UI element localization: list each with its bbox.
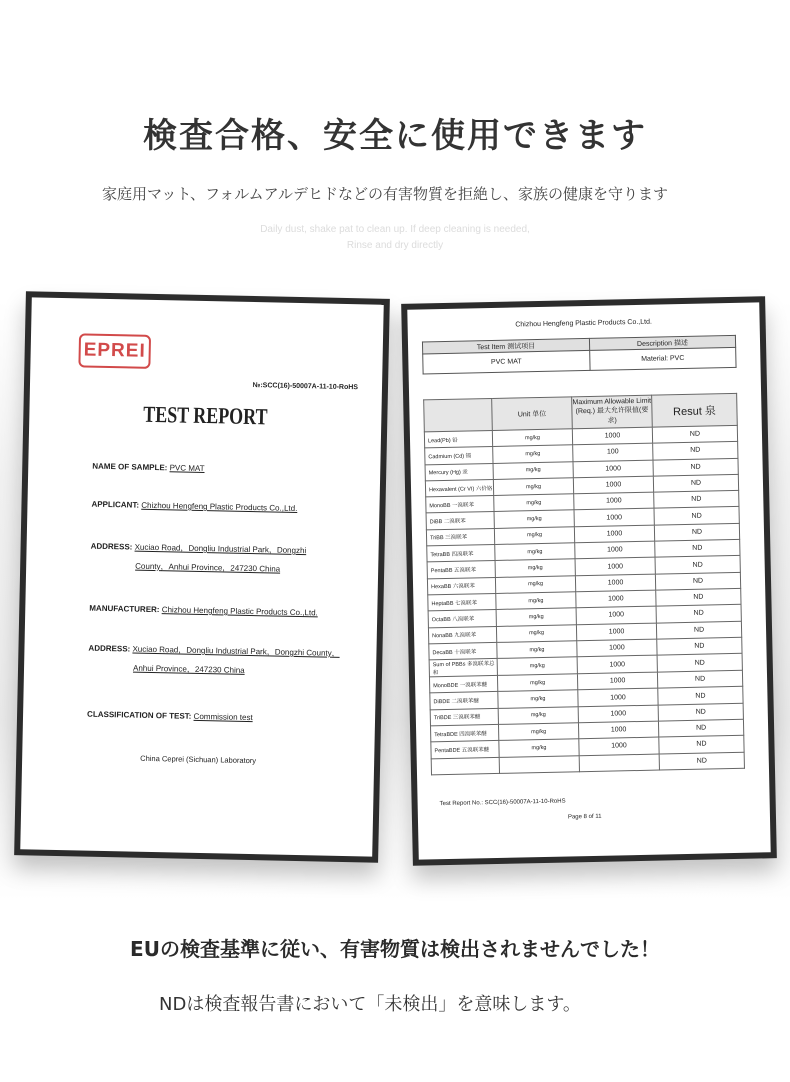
cell-unit: mg/kg [493,461,573,479]
cell-limit: 100 [573,443,653,461]
field-value: Xuciao Road，Dongliu Industrial Park，Dongzhi [134,542,307,556]
cell-unit: mg/kg [493,478,573,496]
cell-result: ND [652,425,737,443]
cell-item: DiBDE 二溴联苯醚 [430,692,498,710]
cell-unit: mg/kg [494,510,574,528]
results-table [423,393,745,775]
cell-result: ND [656,605,741,623]
field-value: Chizhou Hengfeng Plastic Products Co.,Ltd. [161,605,318,618]
cell-item: TriBB 三溴联苯 [426,528,494,546]
cell-result: ND [659,752,744,770]
cell-item: DecaBB 十溴联苯 [429,642,497,660]
cell-limit: 1000 [579,737,659,755]
field-applicant [91,497,297,516]
cell-item: TetraBB 四溴联苯 [427,545,495,563]
cell-item: PentaBB 五溴联苯 [427,561,495,579]
report-number: №:SCC(16)-50007A-11-10-RoHS [252,382,359,392]
cell-limit: 1000 [577,672,657,690]
column-header-result: Resut 泉 [652,393,738,427]
cell-limit: 1000 [572,427,652,445]
cell-result: ND [654,523,739,541]
cell-limit: 1000 [574,525,654,543]
test-results-frame [401,296,777,865]
cell-unit: mg/kg [499,739,579,757]
cell-limit: 1000 [577,655,657,674]
cell-unit: mg/kg [496,624,576,642]
cell-item: OctaBB 八溴联苯 [428,610,496,628]
cell-item: NonaBB 九溴联苯 [428,626,496,644]
field-address [90,539,306,578]
table-cell: PVC MAT [423,350,590,373]
faded-caption-line-2: Rinse and dry directly [346,240,444,251]
field-value: Chizhou Hengfeng Plastic Products Co.,Ltd. [141,500,298,513]
field-value-line-2: Anhui Province，247230 China [132,663,245,675]
faded-caption-line-1: Daily dust, shake pat to clean up. If deep cleaning is needed, [260,224,530,235]
cell-unit: mg/kg [493,445,573,463]
cell-result: ND [655,556,740,574]
cell-item: TetraBDE 四溴联苯醚 [430,724,498,742]
cell-unit: mg/kg [496,592,576,610]
report-footer-number: Test Report No.: SCC(16)-50007A-11-10-RoHS [439,798,566,808]
cell-limit [579,754,659,772]
cell-item [431,757,499,775]
table-cell: Material: PVC [590,347,737,370]
cell-result: ND [654,491,739,509]
cell-result: ND [654,507,739,525]
cell-limit: 1000 [573,476,653,494]
cell-limit: 1000 [576,606,656,624]
cell-unit: mg/kg [497,657,577,676]
cell-item: Sum of PBBs 多溴联苯总和 [429,659,497,677]
cell-unit: mg/kg [494,494,574,512]
cell-result: ND [656,588,741,606]
report-title: TEST REPORT [143,401,268,430]
cell-limit: 1000 [576,590,656,608]
cell-unit: mg/kg [498,707,578,725]
cell-result: ND [657,637,742,655]
cell-limit: 1000 [576,623,656,641]
test-report-cover-frame [14,291,390,862]
cell-limit: 1000 [574,492,654,510]
field-address-2 [88,641,340,680]
cell-unit: mg/kg [497,674,577,692]
cell-limit: 1000 [575,574,655,592]
cell-result: ND [658,687,743,705]
cell-result: ND [658,719,743,737]
field-label: ADDRESS: [88,643,131,654]
cell-limit: 1000 [573,460,653,478]
cell-unit: mg/kg [492,429,572,447]
cell-item: TriBDE 三溴联苯醚 [430,708,498,726]
field-label: MANUFACTURER: [89,603,160,615]
laboratory-name: China Ceprei (Sichuan) Laboratory [140,753,257,766]
cell-item: Hexavalent (Cr VI) 六价铬 [425,479,493,497]
test-results-page [407,302,770,859]
cell-limit: 1000 [578,689,658,707]
cell-result: ND [655,572,740,590]
cell-item: Cadmium (Cd) 镉 [425,447,493,465]
cell-limit: 1000 [577,639,657,657]
cell-result: ND [653,474,738,492]
company-name: Chizhou Hengfeng Plastic Products Co.,Ltd. [515,318,652,329]
results-table-body [424,425,744,774]
nd-explanation: NDは検査報告書において「未検出」を意味します。 [159,994,581,1015]
field-label: CLASSIFICATION OF TEST: [87,709,192,721]
cell-result: ND [656,621,741,639]
table-header-cell: Test Item 测试项目 [422,338,589,353]
cell-item: MonoBB 一溴联苯 [426,496,494,514]
field-label: NAME OF SAMPLE: [92,461,168,473]
field-label: ADDRESS: [90,541,133,552]
cell-unit: mg/kg [498,690,578,708]
cell-unit: mg/kg [498,723,578,741]
field-value: PVC MAT [169,463,205,474]
field-label: APPLICANT: [91,499,140,510]
field-value: Commission test [193,711,253,723]
cell-unit: mg/kg [495,575,575,593]
eprei-logo: EPREI [78,333,151,369]
cell-result: ND [658,703,743,721]
cell-limit: 1000 [575,541,655,559]
cell-item: Lead(Pb) 铅 [424,430,492,448]
cell-limit: 1000 [575,557,655,575]
field-manufacturer [89,601,318,621]
cell-limit: 1000 [578,721,658,739]
cell-result: ND [657,670,742,688]
table-header-cell: Description 描述 [589,335,735,350]
field-name-of-sample [92,459,205,476]
cell-limit: 1000 [574,509,654,527]
cell-result: ND [659,736,744,754]
column-header-item [424,398,493,431]
page-number: Page 8 of 11 [567,813,602,821]
cell-item: HexaBB 六溴联苯 [427,577,495,595]
cell-item: PentaBDE 五溴联苯醚 [431,741,499,759]
sample-info-table [422,335,737,375]
page-subtitle: 家庭用マット、フォルムアルデヒドなどの有害物質を拒絶し、家族の健康を守ります [101,185,669,203]
cell-unit: mg/kg [495,559,575,577]
cell-result: ND [653,442,738,460]
cell-unit: mg/kg [495,543,575,561]
test-report-cover [20,297,383,856]
cell-result: ND [655,539,740,557]
result-statement: EUの検査基準に従い、有害物質は検出されませんでした！ [130,937,660,961]
cell-item: MonoBDE 一溴联苯醚 [429,676,497,694]
cell-limit: 1000 [578,705,658,723]
page-title: 検査合格、安全に使用できます [143,116,647,156]
cell-unit: mg/kg [497,641,577,659]
cell-unit: mg/kg [496,608,576,626]
cell-result: ND [657,653,742,672]
cell-unit: mg/kg [494,527,574,545]
cell-result: ND [653,458,738,476]
cell-item: DiBB 二溴联苯 [426,512,494,530]
column-header-limit: Maximum Allowable Limit (Req.) 最大允许限值(要求) [572,395,653,429]
field-value-line-2: County，Anhui Province，247230 China [135,561,281,574]
column-header-unit: Unit 单位 [492,397,573,431]
cell-unit [499,755,579,773]
field-classification [87,707,253,725]
cell-item: Mercury (Hg) 汞 [425,463,493,481]
cell-item: HeptaBB 七溴联苯 [428,593,496,611]
field-value: Xuciao Road，Dongliu Industrial Park，Dongzhi County， [132,644,340,658]
